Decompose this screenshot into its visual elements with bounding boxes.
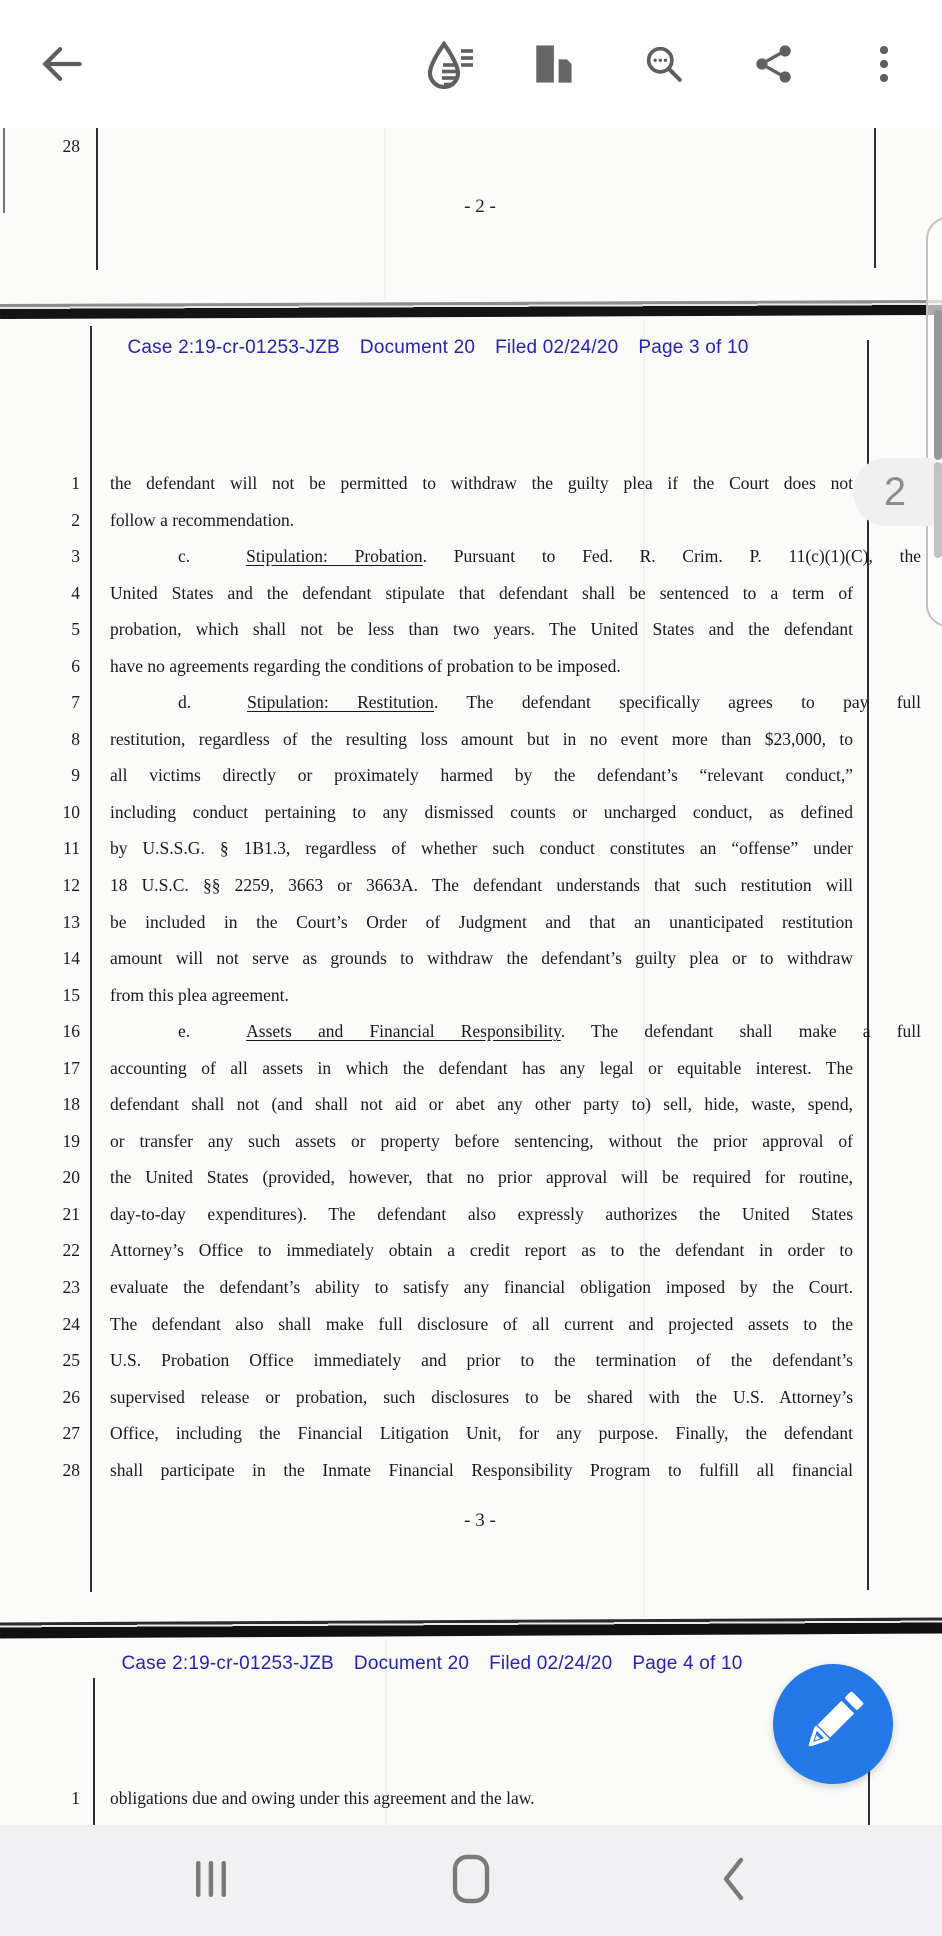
line-text: amount will not serve as grounds to withdraw the defendant’s guilty plea or to withdraw [110,948,853,969]
navigation-bar [0,1825,942,1936]
line-text: Office, including the Financial Litigation Unit, for any purpose. Finally, the defendant [110,1423,853,1444]
line-text: all victims directly or proximately harmed by the defendant’s “relevant conduct,” [110,765,853,786]
line-text: U.S. Probation Office immediately and prior to the termination of the defendant’s [110,1350,853,1371]
line-number: 13 [62,911,80,932]
line-number: 5 [71,619,80,640]
line-number: 15 [62,984,80,1005]
line-text: c. Stipulation: Probation. Pursuant to Fed. R. Crim. P. 11(c)(1)(C), the [178,546,921,567]
page-separator [0,1618,942,1639]
line-text: The defendant also shall make full disclosure of all current and projected assets to the [110,1313,853,1334]
home-button[interactable] [439,1849,503,1913]
line-text: be included in the Court’s Order of Judgment and that an unanticipated restitution [110,911,853,932]
line-number: 16 [62,1021,80,1042]
case-number: Case 2:19-cr-01253-JZB [127,337,340,358]
page-edge [3,113,5,213]
document-line [0,1050,942,1087]
line-number: 23 [62,1277,80,1298]
document-number: Document 20 [359,337,476,358]
toolbar [0,0,942,128]
line-text: e. Assets and Financial Responsibility. The defendant shall make a full [178,1021,921,1042]
document-line [0,867,942,904]
search-button[interactable] [634,34,694,94]
line-number: 18 [62,1094,80,1115]
line-text: obligations due and owing under this agreement and the law. [110,1788,535,1808]
line-number: 10 [62,801,80,822]
pen-settings-button[interactable] [416,34,476,94]
line-number: 1 [71,1788,80,1808]
line-number: 12 [62,875,80,896]
line-number: 28 [62,1459,80,1480]
document-line [0,538,942,575]
page-layout-icon [527,38,579,90]
document-line [0,1379,942,1416]
line-number: 7 [71,692,80,713]
document-line [0,1452,942,1489]
line-text: 18 U.S.C. §§ 2259, 3663 or 3663A. The defendant understands that such restitution will [110,875,853,896]
line-number: 27 [62,1423,80,1444]
recents-icon [183,1851,239,1912]
line-number: 19 [62,1130,80,1151]
line-number: 21 [62,1203,80,1224]
document-line [0,1086,942,1123]
scrollbar-thumb[interactable] [934,310,942,460]
line-number: 6 [71,655,80,676]
line-text: the United States (provided, however, that no prior approval will be required for routine, [110,1167,853,1188]
document-line [0,611,942,648]
filed-date: Filed 02/24/20 [495,337,619,358]
back-chevron-icon [708,1851,764,1912]
line-text: defendant shall not (and shall not aid or abet any other party to) sell, hide, waste, spend, [110,1094,853,1115]
line-text: from this plea agreement. [110,984,289,1005]
more-options-button[interactable] [854,34,914,94]
document-line [0,684,942,721]
case-number: Case 2:19-cr-01253-JZB [121,1653,334,1674]
line-number: 11 [63,838,80,859]
document-line [0,721,942,758]
line-number: 8 [71,728,80,749]
line-text: or transfer any such assets or property before sentencing, without the prior approval of [110,1130,853,1151]
line-number: 9 [71,765,80,786]
line-number: 20 [62,1167,80,1188]
page-number-label: - 3 - [464,1510,496,1531]
document-line [0,465,942,502]
filed-date: Filed 02/24/20 [489,1653,613,1674]
line-text: by U.S.S.G. § 1B1.3, regardless of whether such conduct constitutes an “offense” under [110,838,853,859]
document-line [0,1013,942,1050]
document-line [0,1306,942,1343]
pleading-rule-right [874,128,876,268]
page-of: Page 4 of 10 [632,1653,743,1674]
line-number: 2 [71,509,80,530]
document-line [0,940,942,977]
line-number: 3 [71,546,80,567]
line-text: restitution, regardless of the resulting loss amount but in no event more than $23,000, to [110,728,853,749]
line-text: d. Stipulation: Restitution. The defendant specifically agrees to pay full [178,692,921,713]
page-3-body-text [0,465,942,1488]
line-text: accounting of all assets in which the defendant has any legal or equitable interest. The [110,1057,853,1078]
home-icon [443,1851,499,1912]
line-text: shall participate in the Inmate Financial Responsibility Program to fulfill all financial [110,1459,853,1480]
line-text: day-to-day expenditures). The defendant also expressly authorizes the United States [110,1203,853,1224]
document-line [0,757,942,794]
document-line [0,1123,942,1160]
line-text: evaluate the defendant’s ability to satisfy any financial obligation imposed by the Court. [110,1277,853,1298]
line-text: probation, which shall not be less than two years. The United States and the defendant [110,619,853,640]
page-indicator-bubble [853,458,937,526]
document-number: Document 20 [353,1653,470,1674]
document-line [0,1196,942,1233]
recents-button[interactable] [179,1849,243,1913]
page-indicator-number: 2 [883,469,907,514]
back-button[interactable] [32,34,92,94]
document-line [0,502,942,539]
document-line [0,904,942,941]
line-text: Attorney’s Office to immediately obtain a credit report as to the defendant in order to [110,1240,853,1261]
edit-fab-button[interactable] [773,1664,893,1784]
document-line [0,1232,942,1269]
document-line [0,977,942,1014]
line-text: supervised release or probation, such disclosures to be shared with the U.S. Attorney’s [110,1386,853,1407]
line-number: 17 [62,1057,80,1078]
line-text: including conduct pertaining to any dismissed counts or uncharged conduct, as defined [110,801,853,822]
document-line [0,1269,942,1306]
document-line [0,1159,942,1196]
scrollbar-thumb-tail [934,462,942,558]
document-line [0,794,942,831]
line-number: 4 [71,582,80,603]
pencil-icon [773,1662,893,1787]
case-header [54,1653,810,1675]
line-text: the defendant will not be permitted to withdraw the guilty plea if the Court does not [110,473,853,493]
overflow-menu-icon [858,38,910,90]
line-number: 1 [71,473,80,493]
document-line [0,575,942,612]
line-text: have no agreements regarding the conditions of probation to be imposed. [110,655,621,676]
document-line [0,1415,942,1452]
line-number: 25 [62,1350,80,1371]
page-layout-button[interactable] [523,34,583,94]
document-line [0,1342,942,1379]
line-text: follow a recommendation. [110,509,295,530]
share-icon [748,38,800,90]
back-arrow-icon [36,38,88,90]
line-number: 24 [62,1313,80,1334]
line-number: 14 [62,948,80,969]
page-of: Page 3 of 10 [638,337,749,358]
line-text: United States and the defendant stipulate that defendant shall be sentenced to a term of [110,582,853,603]
search-icon [638,38,690,90]
line-number: 26 [62,1386,80,1407]
ink-drop-icon [418,36,474,92]
document-line [0,648,942,685]
back-nav-button[interactable] [704,1849,768,1913]
page-number-label: - 2 - [464,196,496,217]
share-button[interactable] [744,34,804,94]
line-number: 28 [62,136,80,156]
page-separator [0,300,942,319]
document-line [0,830,942,867]
line-number: 22 [62,1240,80,1261]
case-header [60,337,816,359]
